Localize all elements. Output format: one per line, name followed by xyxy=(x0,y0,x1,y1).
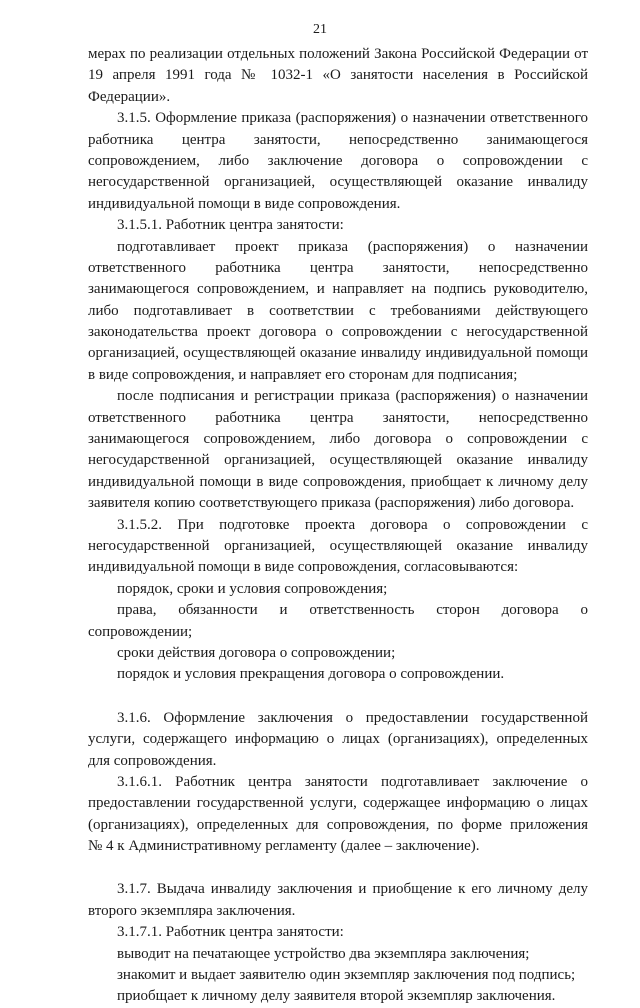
text-line: организацией, осуществляющей оказание инвалиду индивидуальной помощи xyxy=(88,345,588,362)
page-number: 21 xyxy=(313,22,327,37)
text-line: 3.1.6. Оформление заключения о предоставлении государственной xyxy=(117,709,588,726)
text-line: (организациях), определенных для сопровождения, по форме приложения xyxy=(88,816,588,833)
text-line: негосударственной организацией, осуществляющей оказание инвалиду xyxy=(88,537,588,554)
text-line: № 4 к Административному регламенту (далее – заключение). xyxy=(88,838,480,855)
text-line: индивидуальной помощи в виде сопровождения. xyxy=(88,195,401,212)
text-line: 3.1.5.1. Работник центра занятости: xyxy=(117,217,344,234)
text-line: индивидуальной помощи в виде сопровождения, согласовываются: xyxy=(88,559,519,576)
text-line: 3.1.6.1. Работник центра занятости подготавливает заключение о xyxy=(117,773,588,790)
text-line: 3.1.7. Выдача инвалиду заключения и приобщение к его личному делу xyxy=(117,881,588,898)
text-line: приобщает к личному делу заявителя второй экземпляр заключения. xyxy=(117,988,556,1005)
text-line: для сопровождения. xyxy=(88,752,217,769)
text-line: в виде сопровождения, и направляет его сторонам для подписания; xyxy=(88,366,518,383)
text-line: второго экземпляра заключения. xyxy=(88,902,296,919)
text-line: индивидуальной помощи в виде сопровождения, приобщает к личному делу xyxy=(88,473,588,490)
text-line: подготавливает проект приказа (распоряжения) о назначении xyxy=(117,238,588,255)
text-line: сроки действия договора о сопровождении; xyxy=(117,644,396,661)
text-line: сопровождении; xyxy=(88,623,193,640)
text-line: выводит на печатающее устройство два экземпляра заключения; xyxy=(117,945,530,962)
text-line: негосударственной организацией, осуществляющей оказание инвалиду xyxy=(88,174,588,191)
text-line: услуги, содержащего информацию о лицах (организациях), определенных xyxy=(88,731,588,748)
text-line: Федерации». xyxy=(88,88,171,105)
text-line: 19 апреля 1991 года № 1032-1 «О занятости населения в Российской xyxy=(88,67,588,84)
text-line: либо подготавливает в соответствии с требованиями действующего xyxy=(88,302,588,319)
text-line: порядок, сроки и условия сопровождения; xyxy=(117,580,388,597)
text-line: знакомит и выдает заявителю один экземпляр заключения под подпись; xyxy=(117,967,576,984)
text-line: 3.1.5.2. При подготовке проекта договора о сопровождении с xyxy=(117,516,588,533)
text-line: 3.1.7.1. Работник центра занятости: xyxy=(117,924,344,941)
text-line: негосударственной организацией, осуществляющей оказание инвалиду xyxy=(88,452,588,469)
text-line: после подписания и регистрации приказа (распоряжения) о назначении xyxy=(117,388,588,405)
text-line: права, обязанности и ответственность сторон договора о xyxy=(117,602,588,619)
text-line: предоставлении государственной услуги, содержащее информацию о лицах xyxy=(88,795,588,812)
section-gap xyxy=(88,686,588,708)
text-line: ответственного работника центра занятости, непосредственно xyxy=(88,409,588,426)
text-line: занимающегося сопровождением, либо договора о сопровождении с xyxy=(88,431,588,448)
text-line: занимающегося сопровождением, и направляет на подпись руководителю, xyxy=(88,281,588,298)
section-gap xyxy=(88,857,588,879)
text-line: мерах по реализации отдельных положений Закона Российской Федерации от xyxy=(88,46,588,62)
text-line: сопровождением, либо заключение договора о сопровождении с xyxy=(88,152,588,169)
document-body xyxy=(88,44,588,1008)
text-line: законодательства проект договора о сопровождении с негосударственной xyxy=(88,324,588,341)
text-line: порядок и условия прекращения договора о сопровождении. xyxy=(117,666,505,683)
text-line: заявителя копию соответствующего приказа (распоряжения) либо договора. xyxy=(88,495,575,512)
text-line: ответственного работника центра занятости, непосредственно xyxy=(88,259,588,276)
text-line: работника центра занятости, непосредственно занимающегося xyxy=(88,131,588,148)
text-line: 3.1.5. Оформление приказа (распоряжения) о назначении ответственного xyxy=(117,110,588,127)
